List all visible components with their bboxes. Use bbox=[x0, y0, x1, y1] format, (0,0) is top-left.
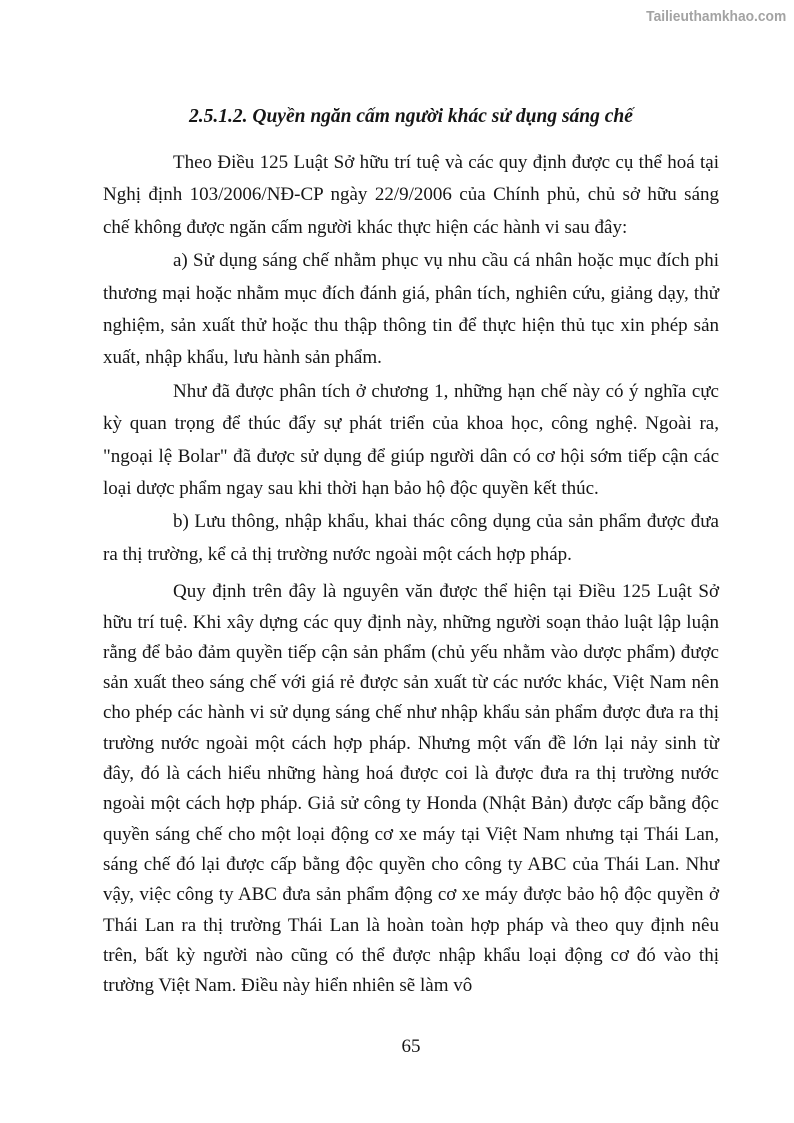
paragraph-legal-basis: Theo Điều 125 Luật Sở hữu trí tuệ và các quy định được cụ thể hoá tại Nghị định 103/2006/NĐ-CP ngày 22/9/2006 của Chính phủ, chủ sở hữu sáng chế không được ngăn cấm người khác thực hiện các hành vi sau đây: bbox=[103, 152, 719, 238]
page-number: 65 bbox=[401, 1036, 421, 1057]
paragraph-bolar-analysis: Như đã được phân tích ở chương 1, những hạn chế này có ý nghĩa cực kỳ quan trọng để thúc đẩy sự phát triển của khoa học, công nghệ. Ngoài ra, "ngoại lệ Bolar" đã được sử dụng để giúp người dân có cơ hội sớm tiếp cận các loại dược phẩm ngay sau khi thời hạn bảo hộ độc quyền kết thúc. bbox=[103, 380, 719, 500]
paragraph-discussion: Quy định trên đây là nguyên văn được thể hiện tại Điều 125 Luật Sở hữu trí tuệ. Khi xây dựng các quy định này, những người soạn thảo luật lập luận rằng để bảo đảm quyền tiếp cận sản phẩm (chủ yếu nhằm vào dược phẩm) được sản xuất theo sáng chế với giá rẻ được sản xuất từ các nước khác, Việt Nam nên cho phép các hành vi sử dụng sáng chế như nhập khẩu sản phẩm được đưa ra thị trường nước ngoài một cách hợp pháp. Nhưng một vấn đề lớn lại nảy sinh từ đây, đó là cách hiểu những hàng hoá được coi là được đưa ra thị trường nước ngoài một cách hợp pháp. Giả sử công ty Honda (Nhật Bản) được cấp bằng độc quyền sáng chế cho một loại động cơ xe máy tại Việt Nam nhưng tại Thái Lan, sáng chế đó lại được cấp bằng độc quyền cho công ty ABC của Thái Lan. Như vậy, việc công ty ABC đưa sản phẩm động cơ xe máy được bảo hộ độc quyền ở Thái Lan ra thị trường Thái Lan là hoàn toàn hợp pháp và theo quy định nêu trên, bất kỳ người nào cũng có thể được nhập khẩu loại động cơ đó vào thị trường Việt Nam. Điều này hiển nhiên sẽ làm vô bbox=[103, 581, 719, 997]
watermark-site-label: Tailieuthamkhao.com bbox=[645, 8, 786, 25]
paragraph-item-a: a) Sử dụng sáng chế nhằm phục vụ nhu cầu cá nhân hoặc mục đích phi thương mại hoặc nhằm mục đích đánh giá, phân tích, nghiên cứu, giảng dạy, thử nghiệm, sản xuất thử hoặc thu thập thông tin để thực hiện thủ tục xin phép sản xuất, nhập khẩu, lưu hành sản phẩm. bbox=[103, 250, 719, 369]
section-heading: 2.5.1.2. Quyền ngăn cấm người khác sử dụng sáng chế bbox=[189, 106, 633, 127]
document-content bbox=[103, 104, 719, 1002]
paragraph-item-b: b) Lưu thông, nhập khẩu, khai thác công dụng của sản phẩm được đưa ra thị trường, kể cả thị trường nước ngoài một cách hợp pháp. bbox=[103, 511, 719, 565]
